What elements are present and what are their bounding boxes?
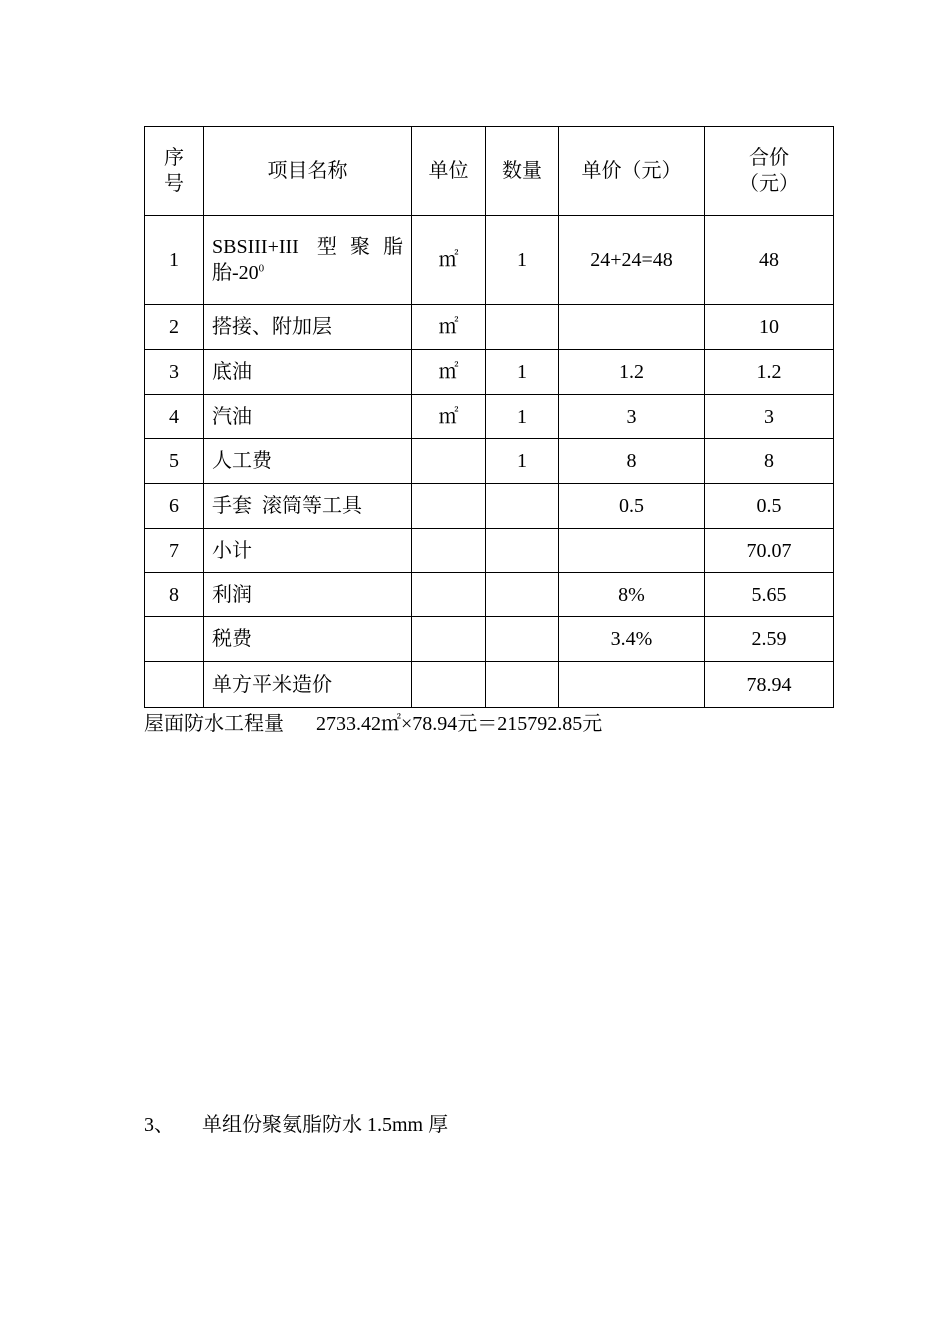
- table-row: [145, 305, 834, 350]
- cell-unit-price: 8%: [559, 573, 705, 617]
- cell-seq: 5: [145, 439, 204, 484]
- table-row: [145, 617, 834, 662]
- section-heading: [144, 1111, 448, 1139]
- cell-total-price: 10: [705, 305, 834, 350]
- cell-item-name: 税费: [204, 617, 412, 662]
- cell-total-price: 2.59: [705, 617, 834, 662]
- cell-unit: [412, 662, 486, 708]
- table-row: [145, 439, 834, 484]
- cell-total-price: 5.65: [705, 573, 834, 617]
- section-title: 单组份聚氨脂防水 1.5mm 厚: [202, 1114, 449, 1136]
- cell-unit-price: [559, 305, 705, 350]
- table-row: [145, 216, 834, 305]
- cell-unit-price: 8: [559, 439, 705, 484]
- cell-item-name: 小计: [204, 529, 412, 573]
- cell-unit: ㎡: [412, 305, 486, 350]
- cell-unit-price: 24+24=48: [559, 216, 705, 305]
- cell-seq: 6: [145, 484, 204, 529]
- header-unit-price: 单价（元）: [559, 127, 705, 216]
- cell-quantity: [486, 484, 559, 529]
- summary-label: 屋面防水工程量: [144, 713, 284, 735]
- cell-quantity: [486, 662, 559, 708]
- cell-unit: [412, 484, 486, 529]
- cell-item-name: 搭接、附加层: [204, 305, 412, 350]
- cell-item-name: 汽油: [204, 395, 412, 439]
- cell-unit: ㎡: [412, 216, 486, 305]
- cell-seq: 2: [145, 305, 204, 350]
- table-row: [145, 662, 834, 708]
- cell-unit-price: 0.5: [559, 484, 705, 529]
- cell-quantity: [486, 529, 559, 573]
- header-seq: 序号: [145, 127, 204, 216]
- table-row: [145, 350, 834, 395]
- table-header-row: [145, 127, 834, 216]
- header-total-price: 合价（元）: [705, 127, 834, 216]
- cell-seq: 4: [145, 395, 204, 439]
- cell-total-price: 1.2: [705, 350, 834, 395]
- cell-item-name: 底油: [204, 350, 412, 395]
- header-item-name: 项目名称: [204, 127, 412, 216]
- cell-unit-price: [559, 529, 705, 573]
- cell-item-name: 手套 滚筒等工具: [204, 484, 412, 529]
- cell-unit: [412, 529, 486, 573]
- cell-quantity: 1: [486, 395, 559, 439]
- cell-unit-price: 1.2: [559, 350, 705, 395]
- cell-quantity: 1: [486, 350, 559, 395]
- cell-unit: ㎡: [412, 350, 486, 395]
- cell-seq: [145, 617, 204, 662]
- cell-total-price: 3: [705, 395, 834, 439]
- cell-quantity: 1: [486, 439, 559, 484]
- summary-line: [144, 710, 602, 738]
- table-row: [145, 484, 834, 529]
- table-row: [145, 573, 834, 617]
- cell-unit-price: 3.4%: [559, 617, 705, 662]
- cell-item-name-text: SBSIII+III 型聚脂胎-20: [212, 236, 403, 284]
- summary-formula: 2733.42㎡×78.94元＝215792.85元: [316, 713, 603, 735]
- cell-unit: [412, 573, 486, 617]
- cell-seq: 8: [145, 573, 204, 617]
- cell-total-price: 70.07: [705, 529, 834, 573]
- cell-item-name-superscript: 0: [258, 262, 265, 275]
- cell-item-name: 利润: [204, 573, 412, 617]
- cell-unit: ㎡: [412, 395, 486, 439]
- table-row: [145, 395, 834, 439]
- cell-total-price: 78.94: [705, 662, 834, 708]
- cell-item-name: 单方平米造价: [204, 662, 412, 708]
- header-unit: 单位: [412, 127, 486, 216]
- cell-total-price: 8: [705, 439, 834, 484]
- cell-unit: [412, 439, 486, 484]
- cell-quantity: [486, 617, 559, 662]
- cell-unit-price: [559, 662, 705, 708]
- cost-table: [144, 126, 834, 708]
- section-number: 3、: [144, 1114, 174, 1136]
- cell-quantity: [486, 573, 559, 617]
- table-row: [145, 529, 834, 573]
- cell-quantity: 1: [486, 216, 559, 305]
- cell-total-price: 48: [705, 216, 834, 305]
- cell-quantity: [486, 305, 559, 350]
- header-quantity: 数量: [486, 127, 559, 216]
- cell-total-price: 0.5: [705, 484, 834, 529]
- cell-seq: 3: [145, 350, 204, 395]
- cell-item-name: 人工费: [204, 439, 412, 484]
- cell-seq: 1: [145, 216, 204, 305]
- cell-unit: [412, 617, 486, 662]
- cell-unit-price: 3: [559, 395, 705, 439]
- cell-item-name: [204, 216, 412, 305]
- cell-seq: 7: [145, 529, 204, 573]
- cell-seq: [145, 662, 204, 708]
